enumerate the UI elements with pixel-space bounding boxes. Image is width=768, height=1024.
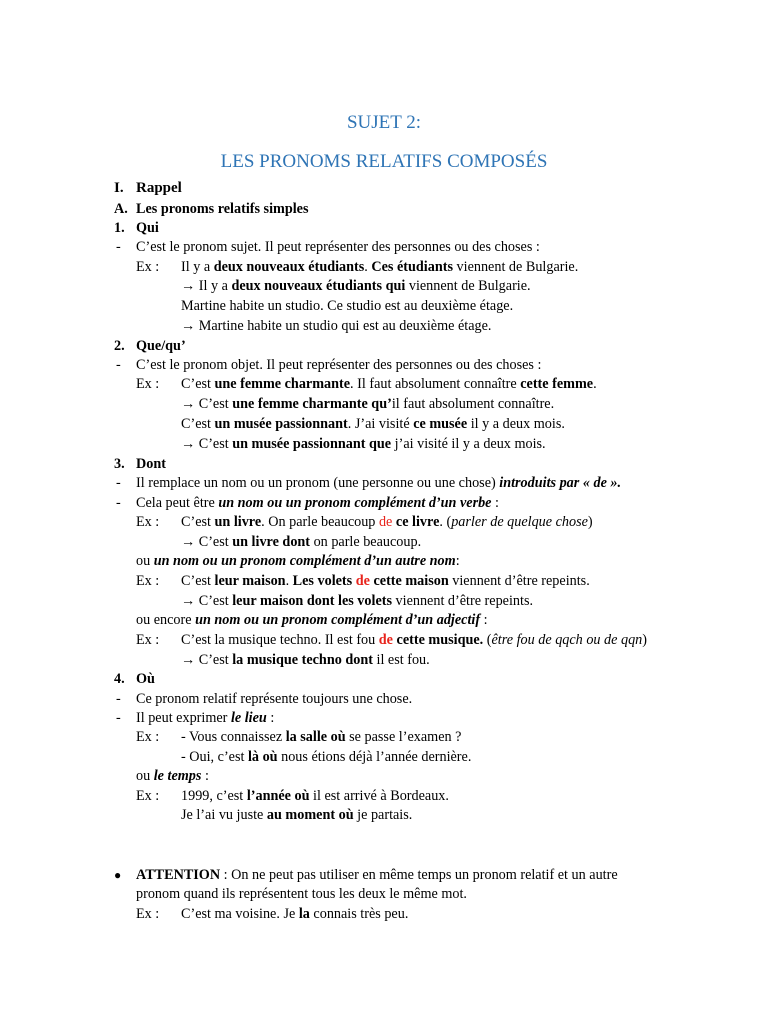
- dash-marker: -: [116, 239, 121, 255]
- example-line: Je l’ai vu juste au moment où je partais.: [181, 807, 413, 823]
- example-line: → Il y a deux nouveaux étudiants qui viennent de Bulgarie.: [181, 278, 531, 294]
- example-line: C’est la musique techno. Il est fou de cette musique. (être fou de qqch ou de qqn): [181, 632, 648, 648]
- example-line: → C’est un livre dont on parle beaucoup.: [181, 534, 422, 550]
- document-title: SUJET 2:: [346, 112, 422, 133]
- item-heading: Qui: [136, 220, 159, 236]
- section-number: I.: [114, 180, 124, 196]
- description-line: ou encore un nom ou un pronom complément d’un adjectif :: [136, 612, 488, 628]
- example-label: Ex :: [136, 788, 160, 804]
- dash-marker: -: [116, 357, 121, 373]
- attention-line: ATTENTION : On ne peut pas utiliser en même temps un pronom relatif et un autre: [136, 867, 618, 883]
- description-line: C’est le pronom objet. Il peut représenter des personnes ou des choses :: [136, 357, 542, 373]
- example-line: → C’est la musique techno dont il est fou.: [181, 652, 430, 668]
- item-number: 2.: [114, 338, 125, 354]
- example-label: Ex :: [136, 514, 160, 530]
- subsection-heading: Les pronoms relatifs simples: [136, 201, 309, 217]
- example-line: C’est un musée passionnant. J’ai visité ce musée il y a deux mois.: [181, 416, 565, 432]
- dash-marker: -: [116, 710, 121, 726]
- dash-marker: -: [116, 691, 121, 707]
- bullet-icon: ●: [114, 868, 122, 882]
- example-line: C’est un livre. On parle beaucoup de ce livre. (parler de quelque chose): [181, 514, 593, 530]
- example-line: Martine habite un studio. Ce studio est au deuxième étage.: [181, 298, 514, 314]
- example-line: → Martine habite un studio qui est au deuxième étage.: [181, 318, 492, 334]
- description-line: Il peut exprimer le lieu :: [136, 710, 275, 726]
- description-line: C’est le pronom sujet. Il peut représenter des personnes ou des choses :: [136, 239, 540, 255]
- arrow-icon: →: [181, 593, 196, 609]
- example-line: → C’est leur maison dont les volets viennent d’être repeints.: [181, 593, 534, 609]
- description-line: ou le temps :: [136, 768, 209, 784]
- example-line: - Vous connaissez la salle où se passe l’examen ?: [181, 729, 462, 745]
- example-line: Il y a deux nouveaux étudiants. Ces étudiants viennent de Bulgarie.: [181, 259, 579, 275]
- example-label: Ex :: [136, 573, 160, 589]
- item-heading: Où: [136, 671, 155, 687]
- example-label: Ex :: [136, 632, 160, 648]
- description-line: ou un nom ou un pronom complément d’un autre nom:: [136, 553, 460, 569]
- document-subtitle: LES PRONOMS RELATIFS COMPOSÉS: [220, 151, 548, 172]
- arrow-icon: →: [181, 396, 196, 412]
- item-number: 3.: [114, 456, 125, 472]
- example-line: → C’est une femme charmante qu’il faut absolument connaître.: [181, 396, 555, 412]
- example-line: 1999, c’est l’année où il est arrivé à Bordeaux.: [181, 788, 449, 804]
- arrow-icon: →: [181, 534, 196, 550]
- example-label: Ex :: [136, 906, 160, 922]
- arrow-icon: →: [181, 652, 196, 668]
- description-line: Il remplace un nom ou un pronom (une personne ou une chose) introduits par « de ».: [136, 475, 622, 491]
- description-line: Cela peut être un nom ou un pronom complément d’un verbe :: [136, 495, 499, 511]
- dash-marker: -: [116, 495, 121, 511]
- description-line: Ce pronom relatif représente toujours une chose.: [136, 691, 413, 707]
- arrow-icon: →: [181, 278, 196, 294]
- item-number: 1.: [114, 220, 125, 236]
- item-number: 4.: [114, 671, 125, 687]
- arrow-icon: →: [181, 436, 196, 452]
- example-label: Ex :: [136, 729, 160, 745]
- example-label: Ex :: [136, 376, 160, 392]
- example-line: C’est ma voisine. Je la connais très peu.: [181, 906, 409, 922]
- example-line: C’est une femme charmante. Il faut absolument connaître cette femme.: [181, 376, 597, 392]
- item-heading: Dont: [136, 456, 166, 472]
- example-line: - Oui, c’est là où nous étions déjà l’année dernière.: [181, 749, 472, 765]
- subsection-number: A.: [114, 201, 128, 217]
- example-label: Ex :: [136, 259, 160, 275]
- example-line: C’est leur maison. Les volets de cette maison viennent d’être repeints.: [181, 573, 590, 589]
- dash-marker: -: [116, 475, 121, 491]
- section-heading: Rappel: [136, 180, 182, 196]
- item-heading: Que/qu’: [136, 338, 186, 354]
- attention-line: pronom quand ils représentent tous les deux le même mot.: [136, 886, 467, 902]
- arrow-icon: →: [181, 318, 196, 334]
- example-line: → C’est un musée passionnant que j’ai visité il y a deux mois.: [181, 436, 546, 452]
